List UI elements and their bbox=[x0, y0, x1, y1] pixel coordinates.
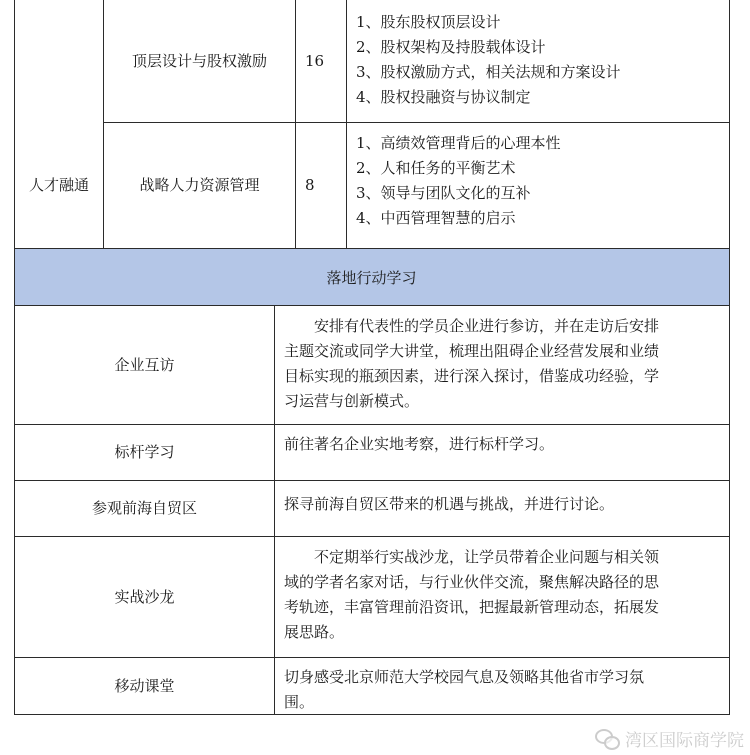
course-hours-1: 16 bbox=[305, 51, 325, 70]
paragraph-line: 主题交流或同学大讲堂，梳理出阻碍企业经营发展和业绩 bbox=[284, 342, 660, 360]
activity-desc-2 bbox=[284, 432, 724, 457]
table-border-col3 bbox=[346, 0, 347, 249]
paragraph-line: 展思路。 bbox=[284, 623, 345, 641]
list-item: 4、股权投融资与协议制定 bbox=[356, 88, 531, 106]
paragraph-line: 前往著名企业实地考察，进行标杆学习。 bbox=[284, 435, 555, 453]
activity-name-4: 实战沙龙 bbox=[114, 587, 175, 606]
list-item: 1、高绩效管理背后的心理本性 bbox=[356, 134, 561, 152]
watermark bbox=[595, 726, 744, 751]
topic-list-2 bbox=[356, 131, 561, 231]
paragraph-line: 考轨迹，丰富管理前沿资讯，把握最新管理动态，拓展发 bbox=[284, 598, 660, 616]
paragraph-line: 目标实现的瓶颈因素，进行深入探讨，借鉴成功经验，学 bbox=[284, 367, 660, 385]
course-name-2: 战略人力资源管理 bbox=[139, 176, 260, 194]
paragraph-line: 域的学者名家对话，与行业伙伴交流，聚焦解决路径的思 bbox=[284, 573, 660, 591]
paragraph-line: 围。 bbox=[284, 693, 315, 711]
paragraph-line: 不定期举行实战沙龙，让学员带着企业问题与相关领 bbox=[314, 548, 660, 566]
paragraph-line: 安排有代表性的学员企业进行参访，并在走访后安排 bbox=[314, 317, 660, 335]
section-title: 落地行动学习 bbox=[14, 249, 729, 305]
wechat-icon bbox=[595, 729, 619, 749]
watermark-text: 湾区国际商学院 bbox=[625, 731, 744, 751]
list-item: 3、股权激励方式，相关法规和方案设计 bbox=[356, 63, 621, 81]
lower-border-right bbox=[729, 249, 730, 715]
activity-name-2: 标杆学习 bbox=[114, 443, 175, 461]
course-name-1: 顶层设计与股权激励 bbox=[131, 51, 267, 70]
list-item: 4、中西管理智慧的启示 bbox=[356, 209, 516, 227]
paragraph-line: 切身感受北京师范大学校园气息及领略其他省市学习氛 bbox=[284, 668, 645, 686]
paragraph-line: 探寻前海自贸区带来的机遇与挑战，并进行讨论。 bbox=[284, 495, 615, 513]
list-item: 3、领导与团队文化的互补 bbox=[356, 184, 531, 202]
activity-desc-3 bbox=[284, 492, 724, 517]
activity-name-1: 企业互访 bbox=[114, 355, 175, 374]
paragraph-line: 习运营与创新模式。 bbox=[284, 392, 420, 410]
list-item: 2、股权架构及持股载体设计 bbox=[356, 38, 546, 56]
topic-list-1 bbox=[356, 10, 621, 110]
activity-desc-1 bbox=[284, 314, 724, 414]
list-item: 1、股东股权顶层设计 bbox=[356, 13, 501, 31]
activity-desc-4 bbox=[284, 545, 724, 645]
list-item: 2、人和任务的平衡艺术 bbox=[356, 159, 516, 177]
activity-desc-5 bbox=[284, 665, 724, 715]
lower-border-col bbox=[274, 305, 275, 715]
course-hours-2: 8 bbox=[305, 176, 315, 194]
table-border-right bbox=[729, 0, 730, 249]
category-label: 人才融通 bbox=[28, 176, 89, 194]
activity-name-3: 参观前海自贸区 bbox=[91, 499, 197, 517]
activity-name-5: 移动课堂 bbox=[114, 676, 175, 695]
